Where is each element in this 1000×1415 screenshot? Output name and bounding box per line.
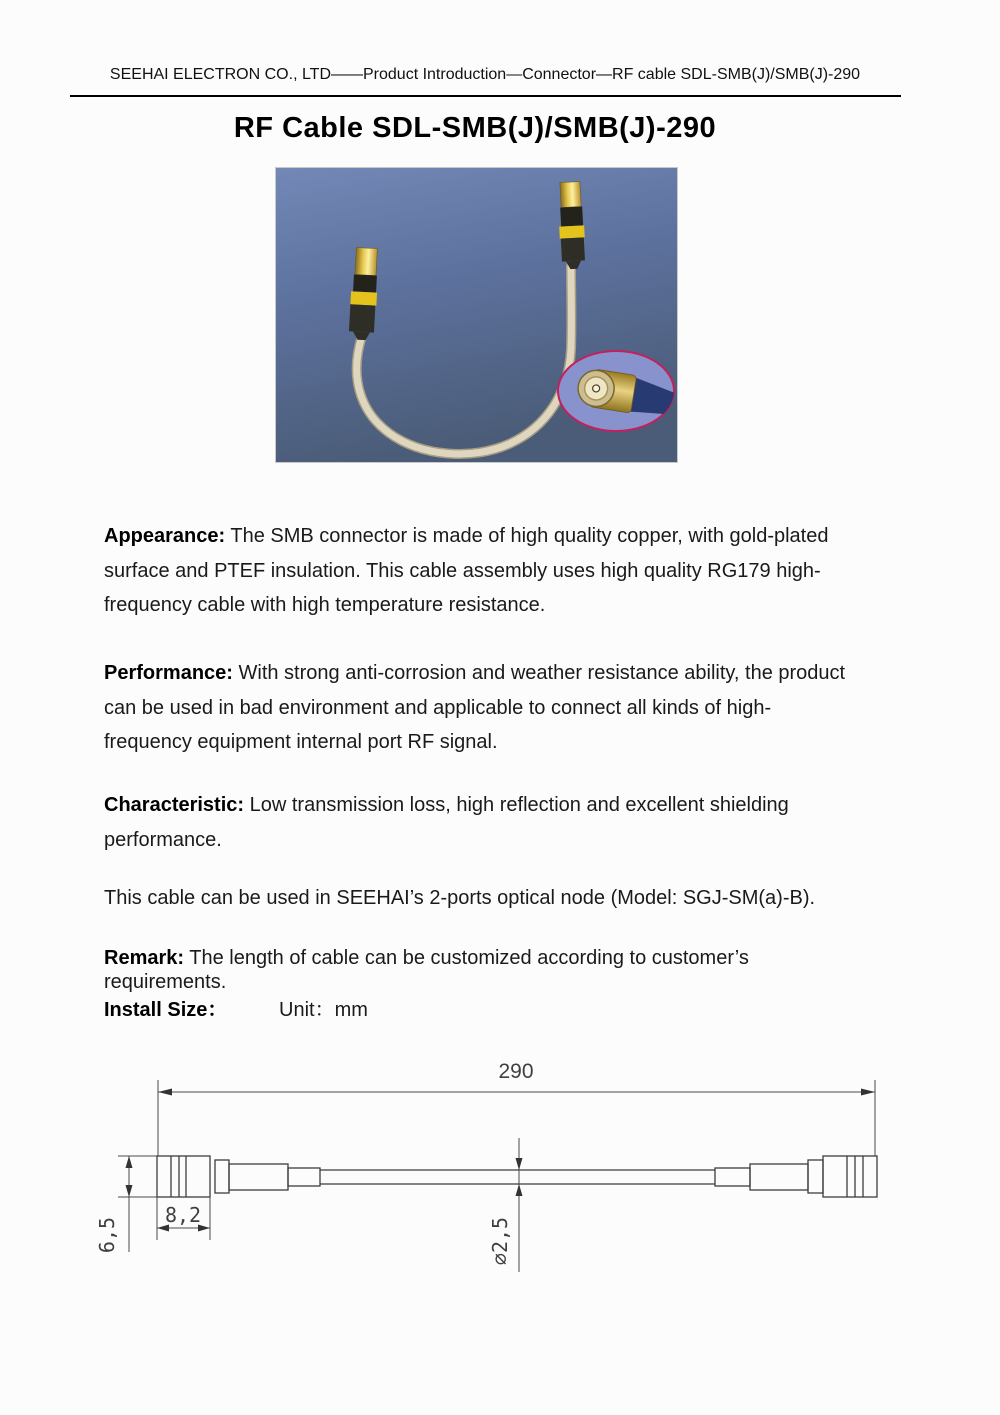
dim-width-label: 8,2 bbox=[164, 1203, 202, 1227]
left-connector-yellow-band bbox=[350, 291, 377, 305]
right-connector-yellow-band bbox=[559, 225, 585, 238]
section-usage-text: This cable can be used in SEEHAI’s 2-ports optical node (Model: SGJ-SM(a)-B). bbox=[104, 887, 816, 909]
install-size-label: Install Size： bbox=[104, 999, 228, 1021]
drawing-right-body bbox=[823, 1156, 877, 1197]
section-performance bbox=[104, 656, 849, 760]
section-characteristic bbox=[104, 788, 849, 857]
header-rule bbox=[70, 95, 901, 97]
header-breadcrumb: SEEHAI ELECTRON CO., LTD——Product Introduction—Connector—RF cable SDL-SMB(J)/SMB(J)-290 bbox=[109, 66, 861, 83]
product-photo bbox=[275, 167, 678, 463]
drawing-arrowheads bbox=[126, 1089, 876, 1232]
right-connector-neck bbox=[560, 206, 583, 226]
install-size-drawing bbox=[90, 1045, 890, 1290]
section-appearance bbox=[104, 519, 849, 623]
section-remark-text: The length of cable can be customized according to customer’s requirements. bbox=[104, 947, 749, 993]
inset-center-pin bbox=[592, 384, 600, 392]
dim-height-label: 6,5 bbox=[95, 1216, 119, 1254]
install-unit-label: Unit：mm bbox=[279, 999, 368, 1021]
left-connector-body bbox=[349, 304, 375, 332]
dim-diameter-label: ∅2,5 bbox=[488, 1216, 512, 1266]
drawing-right-mid bbox=[750, 1164, 808, 1190]
product-photo-art bbox=[276, 168, 677, 462]
section-performance-label: Performance: bbox=[104, 662, 233, 684]
drawing-left-collar bbox=[215, 1160, 229, 1193]
section-appearance-text: The SMB connector is made of high quality copper, with gold-plated surface and PTEF insulation. This cable assembly uses high quality RG179 high-frequency cable with high temperature resistance. bbox=[104, 525, 829, 617]
section-performance-text: With strong anti-corrosion and weather resistance ability, the product can be used in bad environment and applicable to connect all kinds of high-frequency equipment internal port RF signal. bbox=[104, 662, 846, 754]
drawing-left-mid bbox=[229, 1164, 288, 1190]
section-appearance-label: Appearance: bbox=[104, 525, 226, 547]
section-usage bbox=[104, 881, 849, 916]
drawing-right-step bbox=[715, 1168, 750, 1186]
drawing-left-step bbox=[288, 1168, 320, 1186]
page-title: RF Cable SDL-SMB(J)/SMB(J)-290 bbox=[233, 112, 717, 144]
drawing-dimension-labels bbox=[95, 1060, 534, 1265]
dimension-drawing-art bbox=[90, 1045, 890, 1290]
right-connector-gold-tip bbox=[560, 182, 581, 208]
left-connector-neck bbox=[353, 274, 377, 292]
install-size-row bbox=[0, 998, 1000, 1024]
section-characteristic-text: Low transmission loss, high reflection and excellent shielding performance. bbox=[104, 794, 789, 851]
section-remark bbox=[104, 946, 849, 994]
left-connector-gold-tip bbox=[355, 248, 377, 276]
drawing-right-collar bbox=[808, 1160, 823, 1193]
section-remark-label: Remark: bbox=[104, 947, 185, 969]
connector-face-inset bbox=[558, 351, 676, 431]
dim-length-label: 290 bbox=[498, 1060, 534, 1083]
right-connector-body bbox=[561, 237, 585, 261]
drawing-left-body bbox=[157, 1156, 210, 1197]
section-characteristic-label: Characteristic: bbox=[104, 794, 245, 816]
